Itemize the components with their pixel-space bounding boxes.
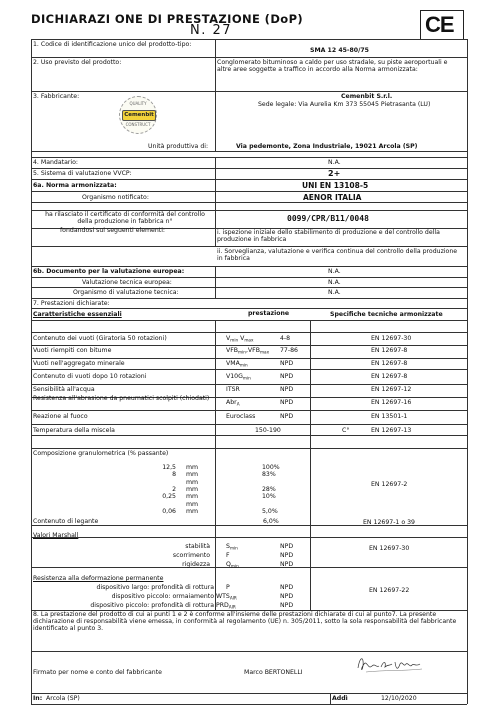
symbol-main: Euroclass: [226, 413, 256, 420]
deformation-item-label: dispositivo largo: profondità di rottura: [96, 584, 214, 591]
symbol-sub: min: [238, 349, 246, 355]
signer-name: Marco BERTONELLI: [244, 669, 303, 676]
company-address: Sede legale: Via Aurelia Km 373 55045 Pietrasanta (LU): [258, 101, 431, 108]
performance-row-label: Vuoti riempiti con bitume: [33, 347, 112, 354]
elements-label: fondandosi sui seguenti elementi:: [60, 227, 166, 234]
grading-passing-percent: 5,0%: [262, 507, 278, 515]
deformation-item-label: dispositivo piccolo: profondità di rottura: [90, 602, 214, 609]
grading-label: Composizione granulometrica (% passante): [33, 450, 169, 457]
representative-value: N.A.: [328, 159, 341, 166]
avcp-system-label: 5. Sistema di valutazione VVCP:: [33, 170, 132, 177]
performance-row-label: Contenuto di vuoti dopo 10 rotazioni: [33, 373, 147, 380]
performance-row-value: NPD: [280, 413, 294, 420]
deformation-item-symbol: [216, 602, 236, 611]
intended-use-label: 2. Uso previsto del prodotto:: [33, 59, 122, 66]
eta-value: N.A.: [328, 279, 341, 286]
symbol-sub: min: [230, 563, 239, 569]
grading-sieve-size: 0,06: [162, 507, 176, 515]
logo-top-text: QUALITY: [129, 101, 147, 106]
place-value: Arcola (SP): [46, 695, 80, 702]
symbol-sub: min: [239, 362, 248, 368]
logo-badge: [122, 110, 156, 121]
doc-number: N. 27: [190, 23, 233, 38]
performance-row-spec: EN 13501-1: [371, 413, 408, 420]
grading-passing-percent: 28%: [262, 485, 276, 493]
performance-row-symbol: [226, 386, 240, 395]
grading-sieve-unit: mm: [186, 485, 199, 493]
performance-row-spec: EN 12697-8: [371, 373, 408, 380]
date-value: 12/10/2020: [381, 695, 417, 702]
symbol-main: V: [238, 335, 245, 342]
tab-label: Organismo di valutazione tecnica:: [73, 289, 179, 296]
date-label: Addì: [332, 695, 348, 702]
marshall-label: Valori Marshall: [33, 532, 79, 539]
performance-row-label: Reazione al fuoco: [33, 413, 88, 420]
element-i: i. ispezione iniziale dello stabilimento di produzione e del controllo della produzione in fabbrica: [217, 229, 440, 244]
symbol-sub: A: [236, 401, 240, 407]
col-performance: prestazione: [248, 310, 290, 317]
grading-passing-percent: 100%: [262, 464, 280, 471]
performance-row-label: Resistenza all'abrasione da pneumatici scolpiti (chiodati): [33, 395, 210, 402]
symbol-main: P: [226, 584, 230, 591]
deformation-item-symbol: [226, 584, 230, 593]
manufacturer-logo: [119, 96, 157, 134]
harmonised-standard-value: UNI EN 13108-5: [302, 181, 369, 190]
grading-sieve-unit: mm: [186, 493, 199, 501]
intended-use-value: Conglomerato bituminoso a caldo per uso stradale, su piste aeroportuali e altre aree soggette a traffico in accordo alla Norma armonizzata:: [217, 59, 448, 74]
symbol-main: V10G: [226, 373, 243, 380]
performance-row-label: Vuoti nell'aggregato minerale: [33, 360, 125, 367]
grading-sieve-size: 0,25: [162, 493, 176, 501]
symbol-main: Q: [226, 561, 231, 568]
performance-row-symbol: [226, 347, 269, 356]
performance-row-value: 77-86: [280, 347, 298, 354]
symbol-sub: max: [259, 349, 270, 355]
symbol-main: PRD: [216, 602, 229, 609]
symbol-main: Abr: [226, 399, 237, 406]
performance-row-spec: EN 12697-8: [371, 360, 408, 367]
performance-row-spec: EN 12697-12: [371, 386, 412, 393]
product-code-label: 1. Codice di identificazione unico del prodotto-tipo:: [33, 41, 192, 48]
performance-row-symbol: [226, 413, 255, 422]
manufacturer-label: 3. Fabbricante:: [33, 93, 80, 100]
deformation-label: Resistenza alla deformazione permanente: [33, 575, 164, 582]
symbol-main: WTS: [216, 593, 230, 600]
declaration-statement: 8. La prestazione del prodotto di cui ai punti 1 e 2 è conforme all'insieme delle prestazioni dichiarate di cui al punto7. La presente dichiarazione di responsabilità viene emessa, in conformità al regolamento (UE) n. 305/2011, sotto la sola responsabilità del fabbricante identificato al punto 3.: [33, 611, 457, 633]
marshall-item-label: scorrimento: [172, 552, 210, 559]
logo-bottom-text: CONSTRUCT: [125, 122, 151, 127]
marshall-item-value: NPD: [280, 552, 294, 559]
performance-row-spec: EN 12697-30: [371, 335, 412, 342]
product-code-value: SMA 12 45-80/75: [310, 47, 369, 54]
avcp-system-value: 2+: [328, 169, 341, 178]
harmonised-standard-label: 6a. Norma armonizzata:: [33, 182, 117, 189]
grading-sieve-unit: mm: [186, 471, 199, 479]
performance-row-value: C°: [342, 427, 350, 434]
performance-row-value: NPD: [280, 386, 294, 393]
grading-sieve-size: 8: [172, 471, 176, 479]
deformation-item-value: NPD: [280, 593, 294, 600]
handwritten-signature: [354, 652, 426, 678]
grading-sieve-unit: mm: [186, 500, 199, 508]
marshall-item-value: NPD: [280, 543, 294, 550]
notified-body-value: AENOR ITALIA: [303, 193, 362, 202]
performance-row-symbol: [226, 360, 248, 369]
performance-row-spec: EN 12697-13: [371, 427, 412, 434]
marshall-item-symbol: [226, 561, 239, 570]
grading-spec: EN 12697-2: [371, 481, 408, 488]
eta-label: Valutazione tecnica europea:: [82, 279, 172, 286]
symbol-sub: min: [229, 545, 238, 551]
certificate-value: 0099/CPR/B11/0048: [287, 214, 369, 223]
binder-spec: EN 12697-1 o 39: [363, 519, 415, 526]
symbol-sub: min: [230, 337, 239, 343]
logo-brand-text: Cemenbit: [124, 112, 154, 118]
deformation-item-label: dispositivo piccolo: ormaiamento: [111, 593, 214, 600]
symbol-main: VMA: [226, 360, 240, 367]
representative-label: 4. Mandatario:: [33, 159, 78, 166]
marshall-spec: EN 12697-30: [369, 545, 410, 552]
grading-passing-percent: 83%: [262, 471, 276, 479]
performance-row-value: 4-8: [280, 335, 291, 342]
symbol-sub: max: [244, 337, 254, 343]
performance-row-spec: EN 12697-8: [371, 347, 408, 354]
grading-sieve-unit: mm: [186, 507, 199, 515]
marshall-item-symbol: [226, 552, 230, 561]
col-characteristics: Caratteristiche essenziali: [33, 311, 122, 318]
deformation-spec: EN 12697-22: [369, 587, 410, 594]
deformation-item-value: NPD: [280, 602, 294, 609]
performance-row-value: NPD: [280, 360, 294, 367]
marshall-item-label: rigidezza: [182, 561, 210, 568]
place-label: In:: [33, 695, 43, 702]
performance-row-symbol: [226, 399, 240, 408]
symbol-main: ,VFB: [245, 347, 260, 354]
symbol-main: VFB: [226, 347, 239, 354]
performance-row-value: NPD: [280, 399, 294, 406]
performance-row-label: Sensibilità all'acqua: [33, 386, 95, 393]
performance-row-label: Temperatura della miscela: [33, 427, 115, 434]
marshall-item-symbol: [226, 543, 238, 552]
performance-row-value: NPD: [280, 373, 294, 380]
grading-sieve-unit: mm: [186, 478, 199, 486]
ead-value: N.A.: [328, 268, 341, 275]
certificate-label: ha rilasciato il certificato di conformità del controllo della produzione in fabbrica n°: [45, 211, 205, 226]
col-specifications: Specifiche tecniche armonizzate: [330, 311, 443, 318]
grading-passing-percent: 10%: [262, 493, 276, 501]
deformation-item-value: NPD: [280, 584, 294, 591]
marshall-item-label: stabilità: [185, 543, 210, 550]
performance-row-symbol: [255, 427, 281, 436]
tab-value: N.A.: [328, 289, 341, 296]
performance-row-label: Contenuto dei vuoti (Giratoria 50 rotazioni): [33, 335, 167, 342]
ce-mark-text: CE: [425, 12, 454, 37]
company-name: Cemenbit S.r.l.: [341, 93, 393, 100]
performance-row-symbol: [226, 335, 253, 344]
symbol-main: 150-190: [255, 427, 281, 434]
binder-label: Contenuto di legante: [33, 518, 99, 525]
doc-title: DICHIARAZI ONE DI PRESTAZIONE (DoP): [31, 12, 304, 26]
symbol-main: ITSR: [226, 386, 240, 393]
element-ii: ii. Sorveglianza, valutazione e verifica continua del controllo della produzione in fabbrica: [217, 248, 458, 263]
marshall-item-value: NPD: [280, 561, 294, 568]
grading-sieve-unit: mm: [186, 464, 199, 471]
grading-sieve-size: 12,5: [162, 464, 176, 471]
symbol-sub: min: [242, 375, 251, 381]
deformation-item-symbol: [216, 593, 237, 602]
symbol-main: S: [226, 543, 230, 550]
performance-row-symbol: [226, 373, 251, 382]
performance-row-spec: EN 12697-16: [371, 399, 412, 406]
binder-value: 6,0%: [263, 518, 279, 525]
symbol-main: F: [226, 552, 230, 559]
ce-mark: [420, 10, 464, 40]
symbol-main: V: [226, 335, 231, 342]
notified-body-label: Organismo notificato:: [82, 194, 149, 201]
symbol-sub: AIR: [229, 595, 237, 601]
ead-label: 6b. Documento per la valutazione europea:: [33, 268, 185, 275]
symbol-sub: AIR: [228, 604, 236, 610]
declared-performance-label: 7. Prestazioni dichiarate:: [33, 300, 110, 307]
grading-sieve-size: 2: [172, 485, 176, 493]
production-unit-value: Via pedemonte, Zona Industriale, 19021 Arcola (SP): [236, 143, 418, 150]
signature-label: Firmato per nome e conto del fabbricante: [33, 669, 162, 676]
production-unit-label: Unità produttiva di:: [148, 143, 209, 150]
